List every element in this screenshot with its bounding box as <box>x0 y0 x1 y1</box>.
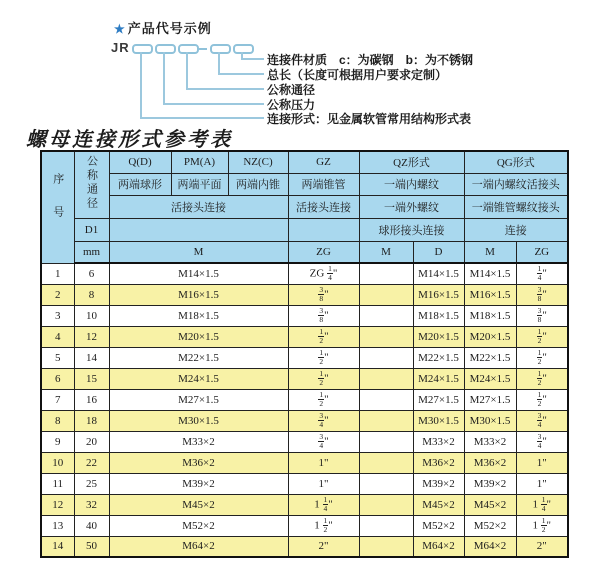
cell-m: M22×1.5 <box>109 347 288 368</box>
cell-qg-zg: 1 $\frac{1}{4}$ " <box>516 494 568 515</box>
header-qz-sub2: 一端外螺纹 <box>359 195 464 218</box>
cell-dn: 20 <box>74 431 109 452</box>
code-connector-line <box>140 52 264 119</box>
cell-gz: $\frac{3}{4}$ " <box>288 431 359 452</box>
cell-qg-m: M20×1.5 <box>464 326 516 347</box>
header-qg-zg: ZG <box>516 241 568 263</box>
cell-qg-zg: 2" <box>516 536 568 557</box>
cell-qz-d: M39×2 <box>413 473 464 494</box>
cell-qg-zg: $\frac{3}{8}$ " <box>516 284 568 305</box>
cell-qz-m <box>359 536 413 557</box>
cell-m: M45×2 <box>109 494 288 515</box>
cell-gz: $\frac{1}{2}$ " <box>288 389 359 410</box>
cell-qz-m <box>359 431 413 452</box>
cell-gz: $\frac{1}{2}$ " <box>288 368 359 389</box>
cell-qg-m: M16×1.5 <box>464 284 516 305</box>
cell-seq: 5 <box>41 347 74 368</box>
cell-qg-m: M64×2 <box>464 536 516 557</box>
cell-qz-d: M64×2 <box>413 536 464 557</box>
header-mm: mm <box>74 241 109 263</box>
header-qz-m: M <box>359 241 413 263</box>
header-gz: GZ <box>288 151 359 173</box>
cell-dn: 16 <box>74 389 109 410</box>
cell-m: M27×1.5 <box>109 389 288 410</box>
cell-qg-zg: 1 $\frac{1}{2}$ " <box>516 515 568 536</box>
cell-qz-d: M33×2 <box>413 431 464 452</box>
header-pm-sub: 两端平面 <box>171 173 228 195</box>
cell-seq: 11 <box>41 473 74 494</box>
cell-qg-m: M18×1.5 <box>464 305 516 326</box>
header-seq: 序号 <box>41 151 74 263</box>
cell-gz: 1" <box>288 473 359 494</box>
nut-connection-table <box>40 150 569 558</box>
cell-qg-m: M52×2 <box>464 515 516 536</box>
header-qz-d: D <box>413 241 464 263</box>
star-icon: ★ <box>114 22 126 36</box>
table-title: 螺母连接形式参考表 <box>26 127 233 151</box>
header-blank <box>288 218 359 241</box>
cell-m: M52×2 <box>109 515 288 536</box>
cell-dn: 18 <box>74 410 109 431</box>
cell-qz-m <box>359 473 413 494</box>
cell-gz: $\frac{1}{2}$ " <box>288 326 359 347</box>
header-q-sub: 两端球形 <box>109 173 171 195</box>
cell-dn: 32 <box>74 494 109 515</box>
cell-m: M36×2 <box>109 452 288 473</box>
cell-dn: 15 <box>74 368 109 389</box>
table-row <box>41 368 568 389</box>
diagram-label-diameter: 公称通径 <box>267 83 316 97</box>
cell-qg-zg: $\frac{1}{2}$ " <box>516 368 568 389</box>
table-row <box>41 389 568 410</box>
header-qz: QZ形式 <box>359 151 464 173</box>
header-gz-conn: 活接头连接 <box>288 195 359 218</box>
cell-seq: 8 <box>41 410 74 431</box>
cell-qz-d: M16×1.5 <box>413 284 464 305</box>
header-qg-sub2: 一端锥管螺纹接头 <box>464 195 568 218</box>
header-gz-sub: 两端锥管 <box>288 173 359 195</box>
cell-gz: ZG $\frac{1}{4}$ " <box>288 263 359 284</box>
cell-qg-zg: 1" <box>516 452 568 473</box>
table-row <box>41 452 568 473</box>
header-nz-sub: 两端内锥 <box>228 173 288 195</box>
table-row <box>41 326 568 347</box>
table-row <box>41 494 568 515</box>
cell-qz-m <box>359 326 413 347</box>
cell-dn: 10 <box>74 305 109 326</box>
cell-seq: 7 <box>41 389 74 410</box>
cell-m: M18×1.5 <box>109 305 288 326</box>
cell-qg-zg: $\frac{3}{4}$ " <box>516 431 568 452</box>
cell-dn: 12 <box>74 326 109 347</box>
header-qz-sub1: 一端内螺纹 <box>359 173 464 195</box>
table-row <box>41 536 568 557</box>
cell-qz-m <box>359 389 413 410</box>
cell-qg-zg: $\frac{1}{2}$ " <box>516 389 568 410</box>
cell-m: M16×1.5 <box>109 284 288 305</box>
cell-dn: 14 <box>74 347 109 368</box>
cell-seq: 12 <box>41 494 74 515</box>
cell-qg-zg: 1" <box>516 473 568 494</box>
diagram-title <box>114 18 212 37</box>
header-dn: 公称通径 <box>74 151 109 218</box>
cell-qz-d: M24×1.5 <box>413 368 464 389</box>
diagram-label-pressure: 公称压力 <box>267 98 316 112</box>
cell-qg-m: M36×2 <box>464 452 516 473</box>
cell-qg-zg: $\frac{1}{4}$ " <box>516 263 568 284</box>
cell-qz-d: M14×1.5 <box>413 263 464 284</box>
cell-seq: 10 <box>41 452 74 473</box>
header-qg: QG形式 <box>464 151 568 173</box>
cell-qg-m: M24×1.5 <box>464 368 516 389</box>
cell-qz-m <box>359 305 413 326</box>
cell-m: M24×1.5 <box>109 368 288 389</box>
header-qz-conn: 球形接头连接 <box>359 218 464 241</box>
cell-m: M30×1.5 <box>109 410 288 431</box>
header-qg-conn: 连接 <box>464 218 568 241</box>
cell-seq: 3 <box>41 305 74 326</box>
table-row <box>41 263 568 284</box>
cell-dn: 25 <box>74 473 109 494</box>
cell-dn: 8 <box>74 284 109 305</box>
cell-gz: 1 $\frac{1}{2}$ " <box>288 515 359 536</box>
cell-qz-d: M20×1.5 <box>413 326 464 347</box>
cell-qz-m <box>359 347 413 368</box>
cell-gz: 2" <box>288 536 359 557</box>
cell-gz: 1" <box>288 452 359 473</box>
cell-seq: 14 <box>41 536 74 557</box>
cell-qz-m <box>359 284 413 305</box>
cell-qg-m: M39×2 <box>464 473 516 494</box>
cell-qg-m: M45×2 <box>464 494 516 515</box>
header-blank <box>109 218 288 241</box>
table-row <box>41 410 568 431</box>
diagram-label-length: 总长（长度可根据用户要求定制） <box>267 68 448 82</box>
cell-qz-m <box>359 410 413 431</box>
header-gz-unit: ZG <box>288 241 359 263</box>
cell-m: M64×2 <box>109 536 288 557</box>
cell-qz-m <box>359 452 413 473</box>
header-qg-m: M <box>464 241 516 263</box>
cell-qg-m: M30×1.5 <box>464 410 516 431</box>
header-qg-sub1: 一端内螺纹活接头 <box>464 173 568 195</box>
cell-qg-zg: $\frac{1}{2}$ " <box>516 347 568 368</box>
cell-seq: 9 <box>41 431 74 452</box>
cell-qg-zg: $\frac{1}{2}$ " <box>516 326 568 347</box>
table-row <box>41 515 568 536</box>
cell-qz-d: M36×2 <box>413 452 464 473</box>
header-q: Q(D) <box>109 151 171 173</box>
cell-dn: 50 <box>74 536 109 557</box>
cell-qg-zg: $\frac{3}{8}$ " <box>516 305 568 326</box>
cell-qz-m <box>359 515 413 536</box>
cell-m: M33×2 <box>109 431 288 452</box>
cell-gz: $\frac{3}{8}$ " <box>288 305 359 326</box>
cell-seq: 4 <box>41 326 74 347</box>
cell-qz-m <box>359 494 413 515</box>
cell-qz-m <box>359 263 413 284</box>
cell-m: M39×2 <box>109 473 288 494</box>
cell-qz-d: M45×2 <box>413 494 464 515</box>
cell-seq: 6 <box>41 368 74 389</box>
cell-gz: 1 $\frac{1}{4}$ " <box>288 494 359 515</box>
cell-qz-d: M27×1.5 <box>413 389 464 410</box>
cell-qz-d: M30×1.5 <box>413 410 464 431</box>
cell-gz: $\frac{1}{2}$ " <box>288 347 359 368</box>
diagram-label-material: 连接件材质 c：为碳钢 b：为不锈钢 <box>267 53 474 67</box>
cell-m: M14×1.5 <box>109 263 288 284</box>
cell-m: M20×1.5 <box>109 326 288 347</box>
cell-qg-m: M33×2 <box>464 431 516 452</box>
table-row <box>41 431 568 452</box>
header-nz: NZ(C) <box>228 151 288 173</box>
code-dash <box>197 48 207 50</box>
table-row <box>41 347 568 368</box>
cell-seq: 13 <box>41 515 74 536</box>
cell-dn: 6 <box>74 263 109 284</box>
cell-qz-d: M18×1.5 <box>413 305 464 326</box>
cell-qz-m <box>359 368 413 389</box>
cell-seq: 1 <box>41 263 74 284</box>
header-m: M <box>109 241 288 263</box>
cell-qz-d: M22×1.5 <box>413 347 464 368</box>
cell-dn: 40 <box>74 515 109 536</box>
diagram-label-connection: 连接形式：见金属软管常用结构形式表 <box>267 112 472 126</box>
cell-qz-d: M52×2 <box>413 515 464 536</box>
table-row <box>41 284 568 305</box>
table-row <box>41 473 568 494</box>
cell-qg-m: M14×1.5 <box>464 263 516 284</box>
cell-qg-m: M22×1.5 <box>464 347 516 368</box>
header-union-conn: 活接头连接 <box>109 195 288 218</box>
cell-seq: 2 <box>41 284 74 305</box>
diagram-title-text: 产品代号示例 <box>127 21 212 36</box>
table-row <box>41 305 568 326</box>
header-pm: PM(A) <box>171 151 228 173</box>
cell-gz: $\frac{3}{8}$ " <box>288 284 359 305</box>
header-d1: D1 <box>74 218 109 241</box>
cell-dn: 22 <box>74 452 109 473</box>
product-code-prefix: JR <box>111 40 130 55</box>
cell-gz: $\frac{3}{4}$ " <box>288 410 359 431</box>
cell-qg-m: M27×1.5 <box>464 389 516 410</box>
cell-qg-zg: $\frac{3}{4}$ " <box>516 410 568 431</box>
